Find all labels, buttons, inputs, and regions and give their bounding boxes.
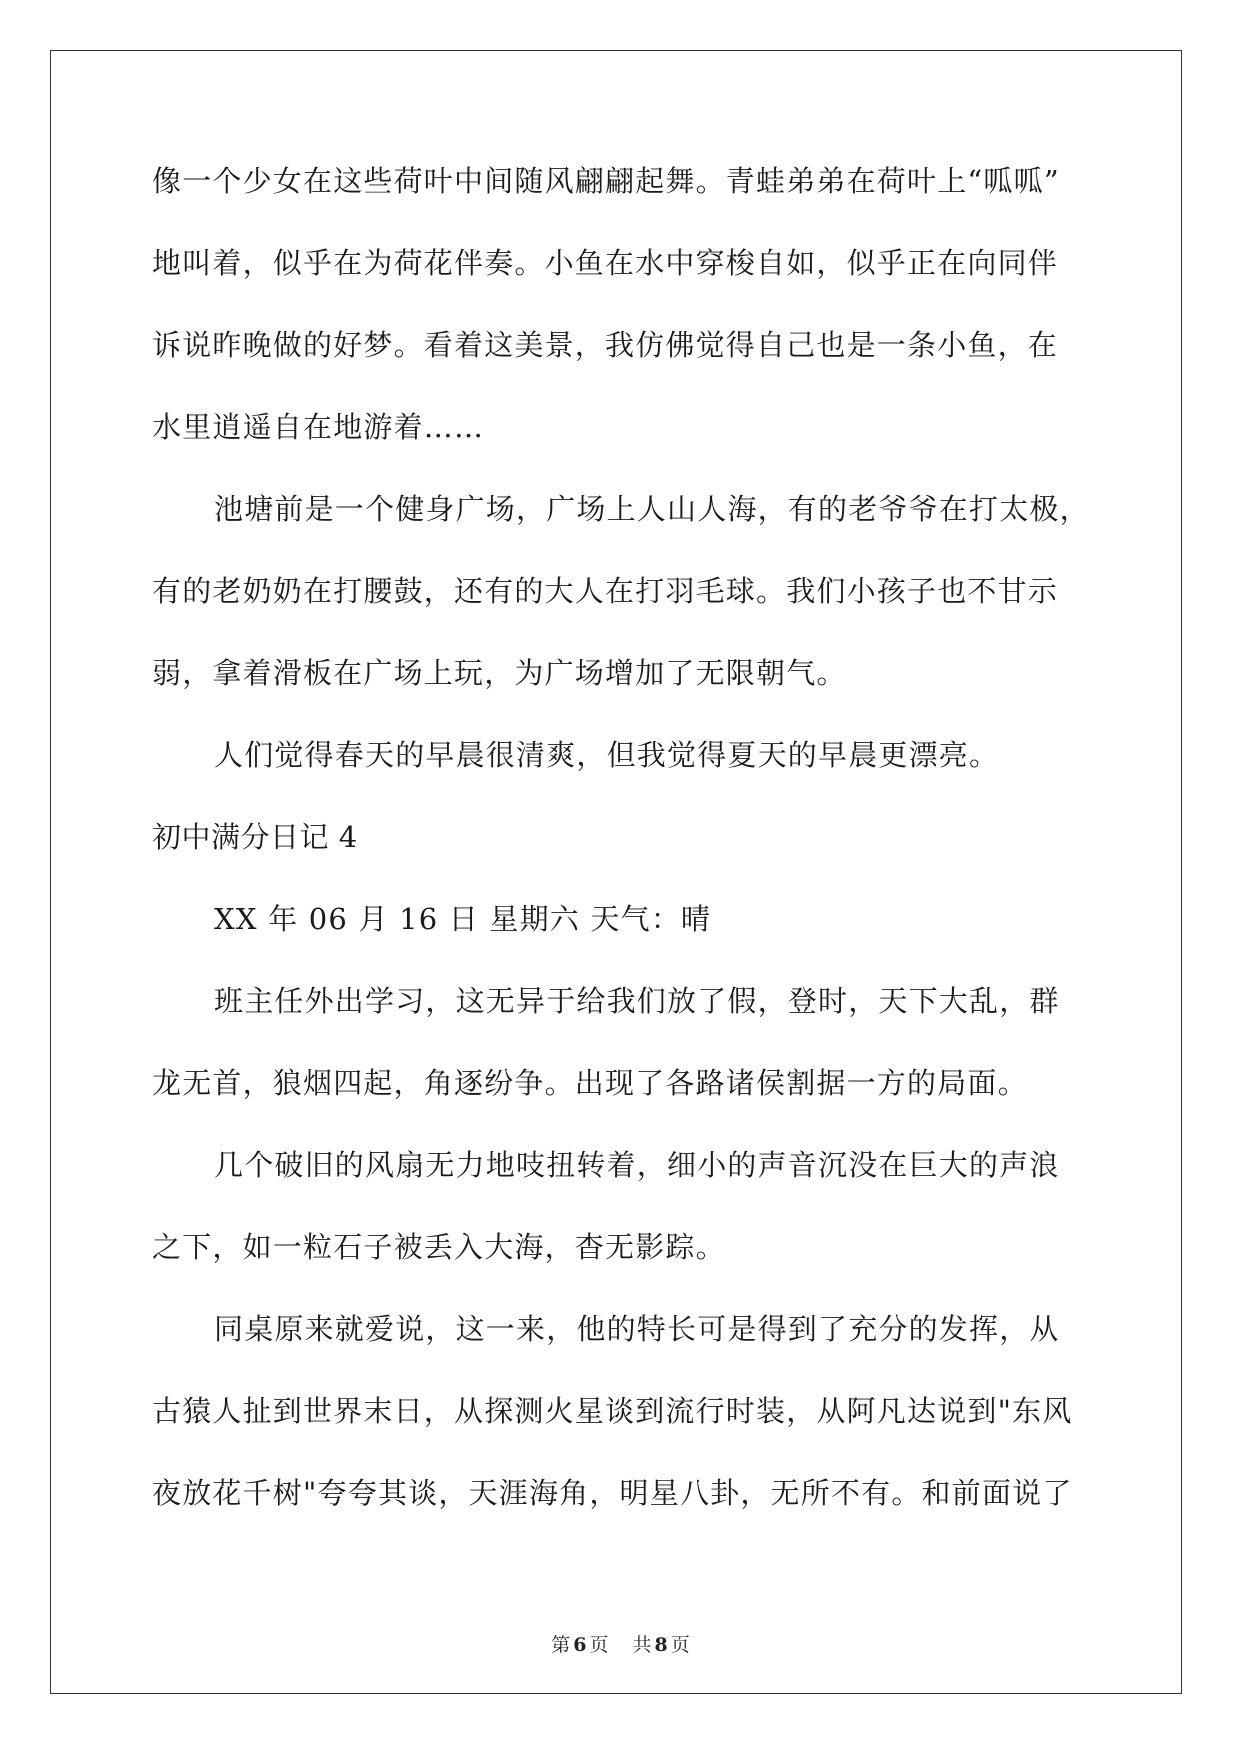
text-line: 古猿人扯到世界末日，从探测火星谈到流行时装，从阿凡达说到"东风 <box>152 1394 1073 1428</box>
text-line: 诉说昨晚做的好梦。看着这美景，我仿佛觉得自己也是一条小鱼，在 <box>152 328 1059 362</box>
total-suffix: 页 <box>670 1634 690 1656</box>
text-line: 几个破旧的风扇无力地吱扭转着，细小的声音沉没在巨大的声浪 <box>214 1148 1060 1182</box>
page-prefix: 第 <box>551 1634 571 1656</box>
diary-date-line: XX 年 06 月 16 日 星期六 天气：晴 <box>214 902 712 936</box>
text-line: 水里逍遥自在地游着…… <box>152 410 485 444</box>
total-pages: 8 <box>654 1634 668 1656</box>
text-line: 同桌原来就爱说，这一来，他的特长可是得到了充分的发挥，从 <box>214 1312 1060 1346</box>
text-line: 龙无首，狼烟四起，角逐纷争。出现了各路诸侯割据一方的局面。 <box>152 1066 1028 1100</box>
section-heading: 初中满分日记 4 <box>152 820 358 854</box>
text-line: 夜放花千树"夸夸其谈，天涯海角，明星八卦，无所不有。和前面说了 <box>152 1476 1073 1510</box>
total-prefix: 共 <box>632 1634 652 1656</box>
text-line: 人们觉得春天的早晨很清爽，但我觉得夏天的早晨更漂亮。 <box>214 738 1000 772</box>
text-line: 有的老奶奶在打腰鼓，还有的大人在打羽毛球。我们小孩子也不甘示 <box>152 574 1059 608</box>
document-body <box>152 160 1092 1554</box>
text-line: 像一个少女在这些荷叶中间随风翩翩起舞。青蛙弟弟在荷叶上“呱呱” <box>152 164 1060 198</box>
page-footer <box>0 1630 1241 1657</box>
text-line: 地叫着，似乎在为荷花伴奏。小鱼在水中穿梭自如，似乎正在向同伴 <box>152 246 1059 280</box>
text-line: 池塘前是一个健身广场，广场上人山人海，有的老爷爷在打太极， <box>214 492 1090 526</box>
text-line: 弱，拿着滑板在广场上玩，为广场增加了无限朝气。 <box>152 656 847 690</box>
text-line: 之下，如一粒石子被丢入大海，杳无影踪。 <box>152 1230 726 1264</box>
page-number: 6 <box>573 1634 587 1656</box>
text-line: 班主任外出学习，这无异于给我们放了假，登时，天下大乱，群 <box>214 984 1060 1018</box>
page-suffix: 页 <box>589 1634 609 1656</box>
